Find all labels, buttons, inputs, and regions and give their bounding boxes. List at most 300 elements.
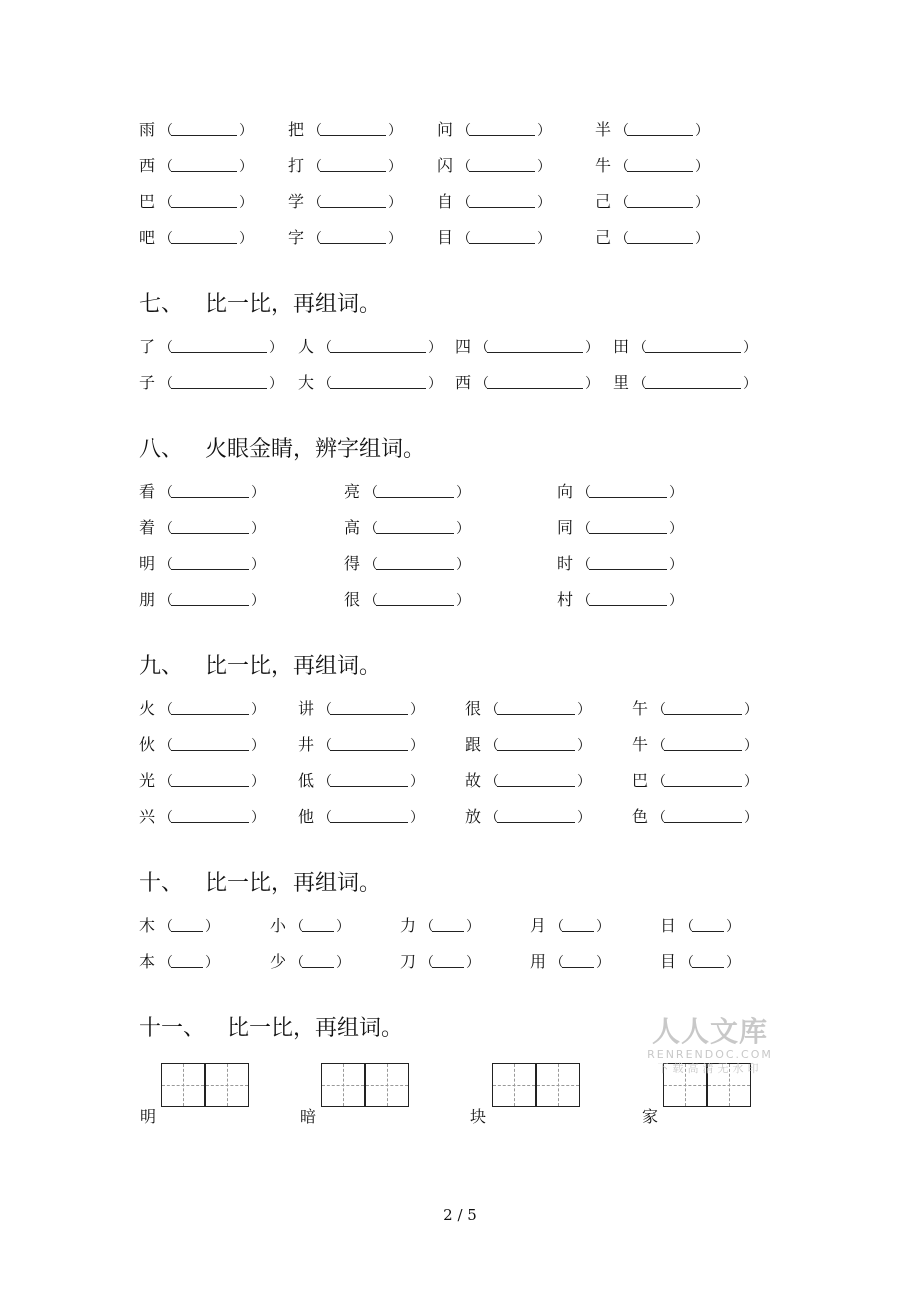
close-paren: ）	[251, 593, 265, 609]
open-paren: （	[457, 195, 471, 211]
answer-blank[interactable]	[692, 916, 724, 932]
answer-blank[interactable]	[497, 699, 575, 715]
writing-box[interactable]	[365, 1063, 409, 1107]
open-paren: （	[308, 231, 322, 247]
open-paren: （	[652, 810, 666, 826]
open-paren: （	[290, 919, 304, 935]
word-item	[557, 552, 683, 576]
word-row	[0, 769, 920, 793]
answer-blank[interactable]	[171, 228, 237, 244]
answer-blank[interactable]	[330, 337, 426, 353]
answer-blank[interactable]	[627, 192, 693, 208]
answer-blank[interactable]	[302, 916, 334, 932]
open-paren: （	[364, 557, 378, 573]
character: 家	[642, 1107, 659, 1126]
answer-blank[interactable]	[627, 120, 693, 136]
character: 自	[437, 192, 454, 211]
word-item	[400, 950, 480, 974]
word-item	[139, 769, 265, 793]
word-item	[298, 371, 442, 395]
word-item	[632, 769, 758, 793]
word-item	[632, 733, 758, 757]
character: 己	[595, 192, 612, 211]
open-paren: （	[364, 593, 378, 609]
word-item	[288, 154, 402, 178]
character: 力	[400, 916, 417, 935]
close-paren: ）	[410, 702, 424, 718]
guide-line	[183, 1064, 184, 1106]
open-paren: （	[457, 231, 471, 247]
answer-blank[interactable]	[302, 952, 334, 968]
character: 田	[613, 337, 630, 356]
open-paren: （	[633, 376, 647, 392]
close-paren: ）	[456, 557, 470, 573]
open-paren: （	[159, 593, 173, 609]
section-7-heading	[139, 290, 381, 320]
close-paren: ）	[251, 738, 265, 754]
answer-blank[interactable]	[171, 373, 267, 389]
open-paren: （	[364, 485, 378, 501]
close-paren: ）	[388, 195, 402, 211]
character: 巴	[139, 192, 156, 211]
character: 跟	[465, 735, 482, 754]
answer-blank[interactable]	[487, 337, 583, 353]
character: 己	[595, 228, 612, 247]
word-item	[557, 588, 683, 612]
open-paren: （	[680, 955, 694, 971]
answer-blank[interactable]	[330, 735, 408, 751]
close-paren: ）	[669, 485, 683, 501]
word-item	[139, 733, 265, 757]
answer-blank[interactable]	[664, 771, 742, 787]
character: 低	[298, 771, 315, 790]
open-paren: （	[159, 774, 173, 790]
word-item	[298, 335, 442, 359]
word-item	[595, 226, 709, 250]
close-paren: ）	[336, 919, 350, 935]
answer-blank[interactable]	[664, 807, 742, 823]
answer-blank[interactable]	[469, 120, 535, 136]
close-paren: ）	[251, 774, 265, 790]
word-row	[0, 371, 920, 395]
open-paren: （	[615, 231, 629, 247]
character: 明	[139, 554, 156, 573]
word-item	[455, 335, 599, 359]
character: 讲	[298, 699, 315, 718]
close-paren: ）	[428, 340, 442, 356]
section-title: 比一比，再组词。	[227, 1016, 404, 1041]
page-number: 2 / 5	[443, 1206, 477, 1224]
word-item	[437, 190, 551, 214]
close-paren: ）	[744, 810, 758, 826]
open-paren: （	[159, 159, 173, 175]
answer-blank[interactable]	[627, 228, 693, 244]
close-paren: ）	[585, 340, 599, 356]
writing-box[interactable]	[205, 1063, 249, 1107]
character: 木	[139, 916, 156, 935]
close-paren: ）	[726, 919, 740, 935]
open-paren: （	[577, 593, 591, 609]
answer-blank[interactable]	[171, 590, 249, 606]
close-paren: ）	[239, 195, 253, 211]
character: 半	[595, 120, 612, 139]
close-paren: ）	[744, 738, 758, 754]
writing-box[interactable]	[536, 1063, 580, 1107]
character: 字	[288, 228, 305, 247]
close-paren: ）	[743, 376, 757, 392]
open-paren: （	[550, 919, 564, 935]
open-paren: （	[457, 123, 471, 139]
word-item	[139, 805, 265, 829]
character: 井	[298, 735, 315, 754]
section-10-heading	[139, 869, 381, 899]
character: 问	[437, 120, 454, 139]
answer-blank[interactable]	[171, 807, 249, 823]
answer-blank[interactable]	[376, 554, 454, 570]
character: 明	[140, 1107, 157, 1126]
answer-blank[interactable]	[376, 590, 454, 606]
word-item	[288, 118, 402, 142]
character: 了	[139, 337, 156, 356]
answer-blank[interactable]	[171, 192, 237, 208]
open-paren: （	[457, 159, 471, 175]
writing-grid-item	[300, 1063, 411, 1126]
open-paren: （	[159, 376, 173, 392]
word-row	[0, 516, 920, 540]
character: 把	[288, 120, 305, 139]
word-item	[344, 588, 470, 612]
character: 故	[465, 771, 482, 790]
open-paren: （	[475, 376, 489, 392]
answer-blank[interactable]	[171, 482, 249, 498]
answer-blank[interactable]	[562, 916, 594, 932]
word-item	[288, 226, 402, 250]
open-paren: （	[318, 738, 332, 754]
answer-blank[interactable]	[497, 771, 575, 787]
character: 向	[557, 482, 574, 501]
answer-blank[interactable]	[664, 735, 742, 751]
open-paren: （	[577, 521, 591, 537]
character: 很	[344, 590, 361, 609]
close-paren: ）	[726, 955, 740, 971]
character: 刀	[400, 952, 417, 971]
close-paren: ）	[239, 159, 253, 175]
word-item	[613, 371, 757, 395]
answer-blank[interactable]	[376, 482, 454, 498]
word-item	[139, 914, 219, 938]
section-number: 九、	[139, 654, 184, 679]
word-item	[139, 118, 253, 142]
close-paren: ）	[388, 231, 402, 247]
word-row	[0, 588, 920, 612]
word-row	[0, 805, 920, 829]
character: 雨	[139, 120, 156, 139]
character: 月	[530, 916, 547, 935]
character: 用	[530, 952, 547, 971]
writing-box[interactable]	[492, 1063, 536, 1107]
character: 同	[557, 518, 574, 537]
character: 很	[465, 699, 482, 718]
close-paren: ）	[537, 231, 551, 247]
open-paren: （	[364, 521, 378, 537]
answer-blank[interactable]	[469, 192, 535, 208]
answer-blank[interactable]	[432, 916, 464, 932]
close-paren: ）	[669, 593, 683, 609]
word-item	[400, 914, 480, 938]
word-item	[557, 516, 683, 540]
answer-blank[interactable]	[562, 952, 594, 968]
word-row	[0, 335, 920, 359]
open-paren: （	[159, 123, 173, 139]
character: 日	[660, 916, 677, 935]
character: 里	[613, 373, 630, 392]
word-item	[139, 697, 265, 721]
answer-blank[interactable]	[645, 337, 741, 353]
writing-box[interactable]	[161, 1063, 205, 1107]
open-paren: （	[420, 955, 434, 971]
answer-blank[interactable]	[171, 699, 249, 715]
close-paren: ）	[695, 231, 709, 247]
close-paren: ）	[466, 919, 480, 935]
watermark	[646, 1016, 774, 1076]
section-8-heading	[139, 435, 425, 465]
close-paren: ）	[428, 376, 442, 392]
word-item	[530, 914, 610, 938]
word-item	[298, 769, 424, 793]
word-item	[344, 516, 470, 540]
character: 西	[139, 156, 156, 175]
word-row	[0, 733, 920, 757]
open-paren: （	[159, 485, 173, 501]
close-paren: ）	[251, 521, 265, 537]
word-item	[437, 226, 551, 250]
watermark-site: RENRENDOC.COM	[647, 1048, 773, 1061]
answer-blank[interactable]	[330, 807, 408, 823]
section-number: 十、	[139, 871, 184, 896]
answer-blank[interactable]	[320, 156, 386, 172]
answer-blank[interactable]	[469, 156, 535, 172]
open-paren: （	[485, 738, 499, 754]
answer-blank[interactable]	[589, 554, 667, 570]
word-item	[465, 697, 591, 721]
open-paren: （	[485, 702, 499, 718]
answer-blank[interactable]	[497, 735, 575, 751]
character: 朋	[139, 590, 156, 609]
character: 午	[632, 699, 649, 718]
answer-blank[interactable]	[487, 373, 583, 389]
answer-blank[interactable]	[330, 771, 408, 787]
close-paren: ）	[577, 810, 591, 826]
character: 放	[465, 807, 482, 826]
answer-blank[interactable]	[171, 518, 249, 534]
word-item	[298, 733, 424, 757]
open-paren: （	[615, 123, 629, 139]
word-item	[344, 552, 470, 576]
close-paren: ）	[695, 159, 709, 175]
word-item	[139, 154, 253, 178]
answer-blank[interactable]	[171, 735, 249, 751]
open-paren: （	[159, 810, 173, 826]
answer-blank[interactable]	[589, 482, 667, 498]
guide-line	[558, 1064, 559, 1106]
section-title: 比一比，再组词。	[205, 292, 382, 317]
guide-line	[227, 1064, 228, 1106]
word-item	[530, 950, 610, 974]
close-paren: ）	[695, 123, 709, 139]
character: 学	[288, 192, 305, 211]
open-paren: （	[318, 810, 332, 826]
open-paren: （	[159, 702, 173, 718]
close-paren: ）	[743, 340, 757, 356]
close-paren: ）	[669, 521, 683, 537]
word-item	[437, 118, 551, 142]
close-paren: ）	[239, 231, 253, 247]
answer-blank[interactable]	[171, 952, 203, 968]
word-item	[139, 588, 265, 612]
character: 西	[455, 373, 472, 392]
open-paren: （	[308, 159, 322, 175]
close-paren: ）	[577, 774, 591, 790]
word-row	[0, 480, 920, 504]
character: 火	[139, 699, 156, 718]
close-paren: ）	[410, 738, 424, 754]
close-paren: ）	[251, 810, 265, 826]
section-number: 八、	[139, 437, 184, 462]
answer-blank[interactable]	[171, 771, 249, 787]
answer-blank[interactable]	[171, 916, 203, 932]
word-item	[660, 950, 740, 974]
guide-line	[514, 1064, 515, 1106]
section-title: 火眼金睛，辨字组词。	[205, 437, 426, 462]
close-paren: ）	[456, 485, 470, 501]
word-item	[455, 371, 599, 395]
close-paren: ）	[466, 955, 480, 971]
character: 得	[344, 554, 361, 573]
character: 牛	[595, 156, 612, 175]
answer-blank[interactable]	[627, 156, 693, 172]
guide-line	[387, 1064, 388, 1106]
section-11-heading	[139, 1014, 403, 1044]
word-item	[270, 950, 350, 974]
open-paren: （	[652, 738, 666, 754]
character: 兴	[139, 807, 156, 826]
character: 光	[139, 771, 156, 790]
close-paren: ）	[669, 557, 683, 573]
answer-blank[interactable]	[589, 518, 667, 534]
answer-blank[interactable]	[497, 807, 575, 823]
word-row	[0, 950, 920, 974]
answer-blank[interactable]	[320, 228, 386, 244]
open-paren: （	[159, 340, 173, 356]
close-paren: ）	[577, 738, 591, 754]
answer-blank[interactable]	[330, 373, 426, 389]
close-paren: ）	[251, 702, 265, 718]
close-paren: ）	[251, 485, 265, 501]
open-paren: （	[318, 702, 332, 718]
close-paren: ）	[744, 774, 758, 790]
answer-blank[interactable]	[330, 699, 408, 715]
answer-blank[interactable]	[376, 518, 454, 534]
character: 目	[437, 228, 454, 247]
open-paren: （	[290, 955, 304, 971]
section-number: 七、	[139, 292, 184, 317]
close-paren: ）	[537, 123, 551, 139]
open-paren: （	[615, 159, 629, 175]
character: 看	[139, 482, 156, 501]
section-9-heading	[139, 652, 381, 682]
close-paren: ）	[388, 123, 402, 139]
character: 本	[139, 952, 156, 971]
character: 小	[270, 916, 287, 935]
close-paren: ）	[410, 810, 424, 826]
writing-grid-item	[140, 1063, 251, 1126]
answer-blank[interactable]	[432, 952, 464, 968]
answer-blank[interactable]	[664, 699, 742, 715]
word-item	[465, 805, 591, 829]
close-paren: ）	[388, 159, 402, 175]
answer-blank[interactable]	[171, 337, 267, 353]
word-item	[139, 516, 265, 540]
word-item	[632, 697, 758, 721]
open-paren: （	[159, 557, 173, 573]
answer-blank[interactable]	[320, 192, 386, 208]
close-paren: ）	[205, 919, 219, 935]
word-item	[437, 154, 551, 178]
open-paren: （	[159, 231, 173, 247]
close-paren: ）	[596, 919, 610, 935]
answer-blank[interactable]	[589, 590, 667, 606]
word-row	[0, 697, 920, 721]
answer-blank[interactable]	[320, 120, 386, 136]
character: 子	[139, 373, 156, 392]
close-paren: ）	[585, 376, 599, 392]
answer-blank[interactable]	[171, 554, 249, 570]
character: 四	[455, 337, 472, 356]
writing-box[interactable]	[321, 1063, 365, 1107]
answer-blank[interactable]	[469, 228, 535, 244]
word-item	[288, 190, 402, 214]
open-paren: （	[318, 774, 332, 790]
open-paren: （	[633, 340, 647, 356]
open-paren: （	[159, 521, 173, 537]
open-paren: （	[159, 195, 173, 211]
open-paren: （	[159, 919, 173, 935]
character: 高	[344, 518, 361, 537]
close-paren: ）	[577, 702, 591, 718]
word-row	[0, 552, 920, 576]
character: 伙	[139, 735, 156, 754]
close-paren: ）	[695, 195, 709, 211]
word-item	[139, 190, 253, 214]
character: 色	[632, 807, 649, 826]
close-paren: ）	[537, 159, 551, 175]
word-item	[139, 552, 265, 576]
character: 亮	[344, 482, 361, 501]
open-paren: （	[577, 557, 591, 573]
writing-grid-item	[470, 1063, 582, 1126]
answer-blank[interactable]	[692, 952, 724, 968]
answer-blank[interactable]	[171, 120, 237, 136]
character: 村	[557, 590, 574, 609]
open-paren: （	[159, 738, 173, 754]
answer-blank[interactable]	[171, 156, 237, 172]
word-item	[139, 950, 219, 974]
answer-blank[interactable]	[645, 373, 741, 389]
word-row	[0, 190, 920, 214]
word-item	[139, 371, 283, 395]
section-title: 比一比，再组词。	[205, 871, 382, 896]
character: 人	[298, 337, 315, 356]
